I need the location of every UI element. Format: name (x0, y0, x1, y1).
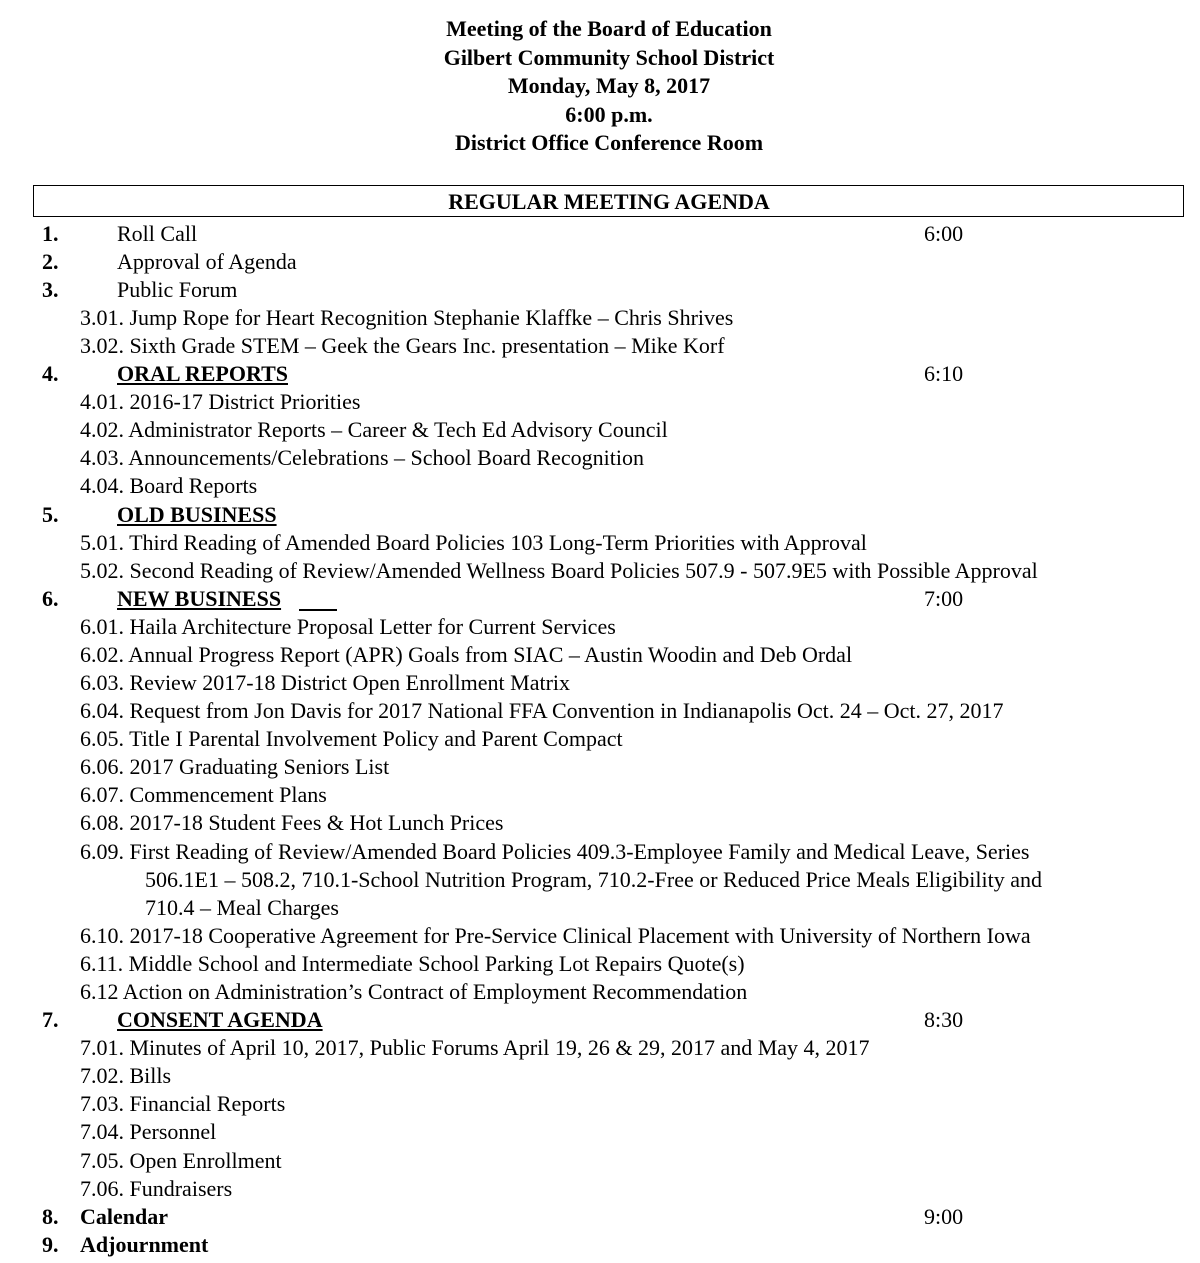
section-number: 8. (42, 1204, 59, 1229)
section-time: 9:00 (924, 1204, 964, 1229)
section-number: 6. (42, 586, 59, 611)
agenda-item: 6.07. Commencement Plans (80, 782, 327, 807)
agenda-item: 7.02. Bills (80, 1063, 172, 1088)
section-title: CONSENT AGENDA (117, 1007, 323, 1032)
section-number: 7. (42, 1007, 59, 1032)
agenda-item: 6.03. Review 2017-18 District Open Enrollment Matrix (80, 670, 571, 695)
agenda-item: 6.04. Request from Jon Davis for 2017 National FFA Convention in Indianapolis Oct. 24 – Oct. 27, 2017 (80, 698, 1004, 723)
agenda-item: 3.02. Sixth Grade STEM – Geek the Gears Inc. presentation – Mike Korf (80, 333, 725, 358)
agenda-item: 5.02. Second Reading of Review/Amended Wellness Board Policies 507.9 - 507.9E5 with Possible Approval (80, 558, 1038, 583)
section-number: 4. (42, 361, 59, 386)
agenda-item: 6.01. Haila Architecture Proposal Letter for Current Services (80, 614, 616, 639)
section-number: 3. (42, 277, 59, 302)
header-line-5: District Office Conference Room (454, 130, 764, 155)
agenda-item-continued: 710.4 – Meal Charges (145, 895, 339, 920)
header-line-4: 6:00 p.m. (565, 101, 653, 127)
section-title: NEW BUSINESS (117, 586, 282, 611)
agenda-item: 4.04. Board Reports (80, 473, 258, 498)
header-line-2: Gilbert Community School District (443, 44, 775, 70)
section-title: Calendar (80, 1204, 168, 1229)
section-title: ORAL REPORTS (117, 361, 288, 386)
agenda-item: 6.08. 2017-18 Student Fees & Hot Lunch Prices (80, 810, 504, 835)
section-time: 6:00 (924, 221, 964, 246)
section-title: Adjournment (80, 1232, 209, 1257)
section-number: 5. (42, 502, 59, 527)
agenda-item: 6.05. Title I Parental Involvement Policy and Parent Compact (80, 726, 623, 751)
section-time: 7:00 (924, 586, 964, 611)
agenda-item: 7.03. Financial Reports (80, 1091, 286, 1116)
agenda-item: 4.01. 2016-17 District Priorities (80, 389, 361, 414)
section-title: Roll Call (117, 221, 198, 246)
agenda-item: 6.12 Action on Administration’s Contract of Employment Recommendation (80, 979, 748, 1004)
section-title: Public Forum (117, 277, 238, 302)
section-title: Approval of Agenda (117, 249, 297, 274)
agenda-item: 7.04. Personnel (80, 1119, 217, 1144)
agenda-item: 4.03. Announcements/Celebrations – School Board Recognition (80, 445, 644, 470)
section-number: 9. (42, 1232, 59, 1257)
agenda-item: 4.02. Administrator Reports – Career & Tech Ed Advisory Council (80, 417, 668, 442)
agenda-item: 6.02. Annual Progress Report (APR) Goals from SIAC – Austin Woodin and Deb Ordal (80, 642, 853, 667)
header-line-3: Monday, May 8, 2017 (507, 73, 711, 98)
agenda-item: 7.06. Fundraisers (80, 1176, 233, 1201)
agenda-item: 6.09. First Reading of Review/Amended Board Policies 409.3-Employee Family and Medical Leave, Series (80, 839, 1030, 864)
section-time: 8:30 (924, 1007, 964, 1032)
section-title: OLD BUSINESS (117, 502, 277, 527)
agenda-item: 6.11. Middle School and Intermediate School Parking Lot Repairs Quote(s) (80, 951, 745, 976)
meeting-header (0, 15, 1200, 158)
section-time: 6:10 (924, 361, 964, 386)
section-number: 2. (42, 249, 59, 274)
agenda-item: 5.01. Third Reading of Amended Board Policies 103 Long-Term Priorities with Approval (80, 530, 867, 555)
section-number: 1. (42, 221, 59, 246)
agenda-title: REGULAR MEETING AGENDA (448, 189, 770, 214)
agenda-item: 6.06. 2017 Graduating Seniors List (80, 754, 390, 779)
agenda-item: 6.10. 2017-18 Cooperative Agreement for Pre-Service Clinical Placement with University of Northern Iowa (80, 923, 1031, 948)
agenda-item: 3.01. Jump Rope for Heart Recognition Stephanie Klaffke – Chris Shrives (80, 305, 734, 330)
agenda-item: 7.01. Minutes of April 10, 2017, Public Forums April 19, 26 & 29, 2017 and May 4, 2017 (80, 1035, 870, 1060)
agenda-item: 7.05. Open Enrollment (80, 1148, 282, 1173)
header-line-1: Meeting of the Board of Education (446, 16, 772, 41)
agenda-item-continued: 506.1E1 – 508.2, 710.1-School Nutrition Program, 710.2-Free or Reduced Price Meals Eligibility and (145, 867, 1042, 892)
title-underline-extension (299, 609, 337, 611)
